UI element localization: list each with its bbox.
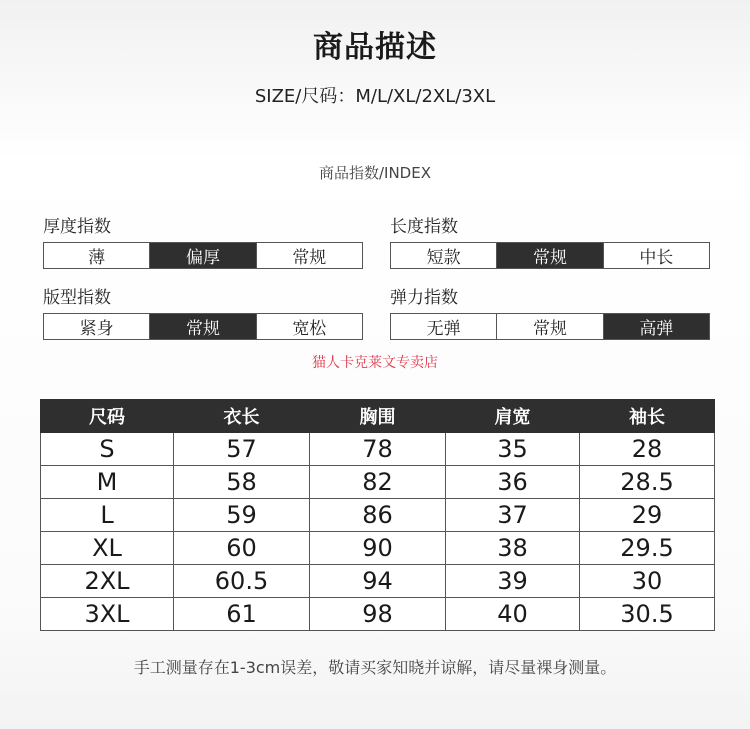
measurement-note: 手工测量存在1-3cm误差，敬请买家知晓并谅解，请尽量裸身测量。 [133,658,617,677]
store-watermark: 猫人卡克莱文专卖店 [312,355,438,371]
index-title: 商品指数/INDEX [318,164,431,182]
table-cell: 29.5 [580,532,715,565]
table-row [41,532,715,565]
index-option: 紧身 [44,314,150,339]
table-cell: S [41,433,174,466]
page-title: 商品描述 [313,30,437,65]
index-options [43,242,363,269]
table-cell: 86 [310,499,446,532]
table-cell: M [41,466,174,499]
table-cell: 82 [310,466,446,499]
index-group-elasticity [390,283,710,340]
index-option-selected: 高弹 [604,314,709,339]
table-cell: 94 [310,565,446,598]
header-length: 衣长 [174,400,310,433]
table-header-row [41,400,715,433]
index-option-selected: 常规 [497,243,603,268]
header-sleeve: 袖长 [580,400,715,433]
table-cell: 30 [580,565,715,598]
index-group-length [390,212,710,269]
table-cell: 78 [310,433,446,466]
table-cell: 40 [446,598,580,631]
index-option: 常规 [497,314,603,339]
table-cell: 30.5 [580,598,715,631]
table-cell: 60 [174,532,310,565]
index-options [390,242,710,269]
table-row [41,499,715,532]
table-row [41,565,715,598]
index-option: 常规 [292,248,327,268]
index-options [390,313,710,340]
table-cell: 58 [174,466,310,499]
index-option-selected: 常规 [150,314,256,339]
table-cell: 2XL [41,565,174,598]
index-option: 薄 [44,243,150,268]
index-label: 厚度指数 [43,217,111,237]
header-size: 尺码 [41,400,174,433]
table-cell: 29 [580,499,715,532]
index-option: 短款 [391,243,497,268]
table-cell: 59 [174,499,310,532]
index-label: 版型指数 [43,288,111,308]
table-cell: 3XL [41,598,174,631]
table-cell: 98 [310,598,446,631]
table-cell: 39 [446,565,580,598]
index-group-thickness [43,212,363,269]
table-cell: 36 [446,466,580,499]
index-label: 长度指数 [390,217,458,237]
table-row [41,598,715,631]
table-cell: 57 [174,433,310,466]
table-cell: 61 [174,598,310,631]
index-options [43,313,363,340]
table-cell: 37 [446,499,580,532]
table-cell: 60.5 [174,565,310,598]
size-table [40,399,715,631]
table-cell: L [41,499,174,532]
index-label: 弹力指数 [390,288,458,308]
table-cell: 28 [580,433,715,466]
size-line: SIZE/尺码：M/L/XL/2XL/3XL [254,86,496,107]
index-group-fit [43,283,363,340]
header-shoulder: 肩宽 [446,400,580,433]
index-option: 中长 [639,248,674,268]
table-cell: XL [41,532,174,565]
table-cell: 35 [446,433,580,466]
index-option: 无弹 [391,314,497,339]
header-chest: 胸围 [310,400,446,433]
table-row [41,466,715,499]
table-cell: 90 [310,532,446,565]
index-option-selected: 偏厚 [150,243,256,268]
table-row [41,433,715,466]
table-cell: 28.5 [580,466,715,499]
index-option: 宽松 [292,319,327,339]
table-cell: 38 [446,532,580,565]
